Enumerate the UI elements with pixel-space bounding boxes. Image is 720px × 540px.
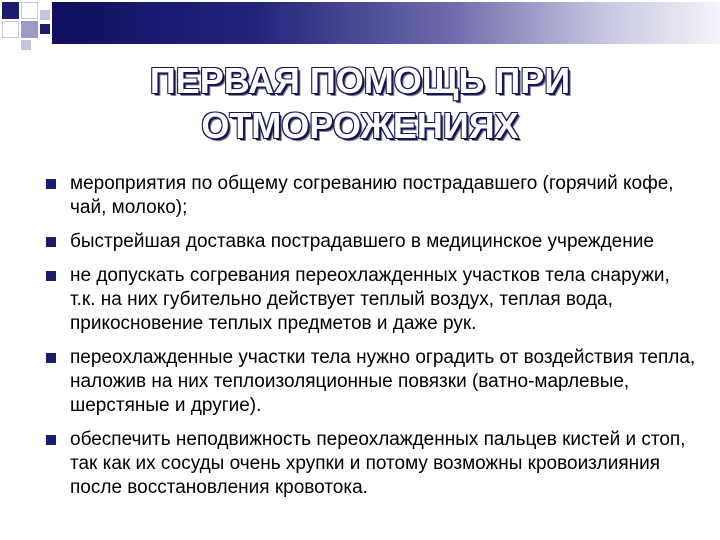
square-bullet-icon xyxy=(46,179,56,189)
bullet-item xyxy=(46,346,696,418)
bullet-text: быстрейшая доставка пострадавшего в медицинское учреждение xyxy=(70,231,654,252)
decorative-square-light-3 xyxy=(40,10,50,20)
slide-title xyxy=(0,58,720,148)
bullet-text: обеспечить неподвижность переохлажденных пальцев кистей и стоп, так как их сосуды очень хрупки и потому возможны кровоизлияния после восстановления кровотока. xyxy=(70,429,686,498)
decorative-square-light-1 xyxy=(21,2,38,19)
decorative-square-light-4 xyxy=(21,40,31,50)
square-bullet-icon xyxy=(46,353,56,363)
bullet-text: мероприятия по общему согреванию пострадавшего (горячий кофе, чай, молоко); xyxy=(70,173,674,218)
square-bullet-icon xyxy=(46,271,56,281)
bullet-text: не допускать согревания переохлажденных участков тела снаружи, т.к. на них губительно действует теплый воздух, теплая вода, прикосновение теплых предметов и даже рук. xyxy=(70,265,670,334)
bullet-list xyxy=(46,172,696,510)
bullet-text: переохлажденные участки тела нужно оградить от воздействия тепла, наложив на них теплоизоляционные повязки (ватно-марлевые, шерстяные и другие). xyxy=(70,347,696,416)
decorative-square-dark-2 xyxy=(40,24,50,34)
square-bullet-icon xyxy=(46,237,56,247)
decorative-square-mid-1 xyxy=(21,21,38,38)
slide-title-line-1: ПЕРВАЯ ПОМОЩЬ ПРИ xyxy=(149,60,571,101)
slide-title-line-2: ОТМОРОЖЕНИЯХ xyxy=(201,105,519,146)
decorative-square-dark-1 xyxy=(2,2,19,19)
bullet-item xyxy=(46,230,696,254)
decorative-square-light-2 xyxy=(2,21,19,38)
bullet-item xyxy=(46,264,696,336)
header-gradient-band xyxy=(52,2,720,44)
bullet-item xyxy=(46,428,696,500)
bullet-item xyxy=(46,172,696,220)
square-bullet-icon xyxy=(46,435,56,445)
